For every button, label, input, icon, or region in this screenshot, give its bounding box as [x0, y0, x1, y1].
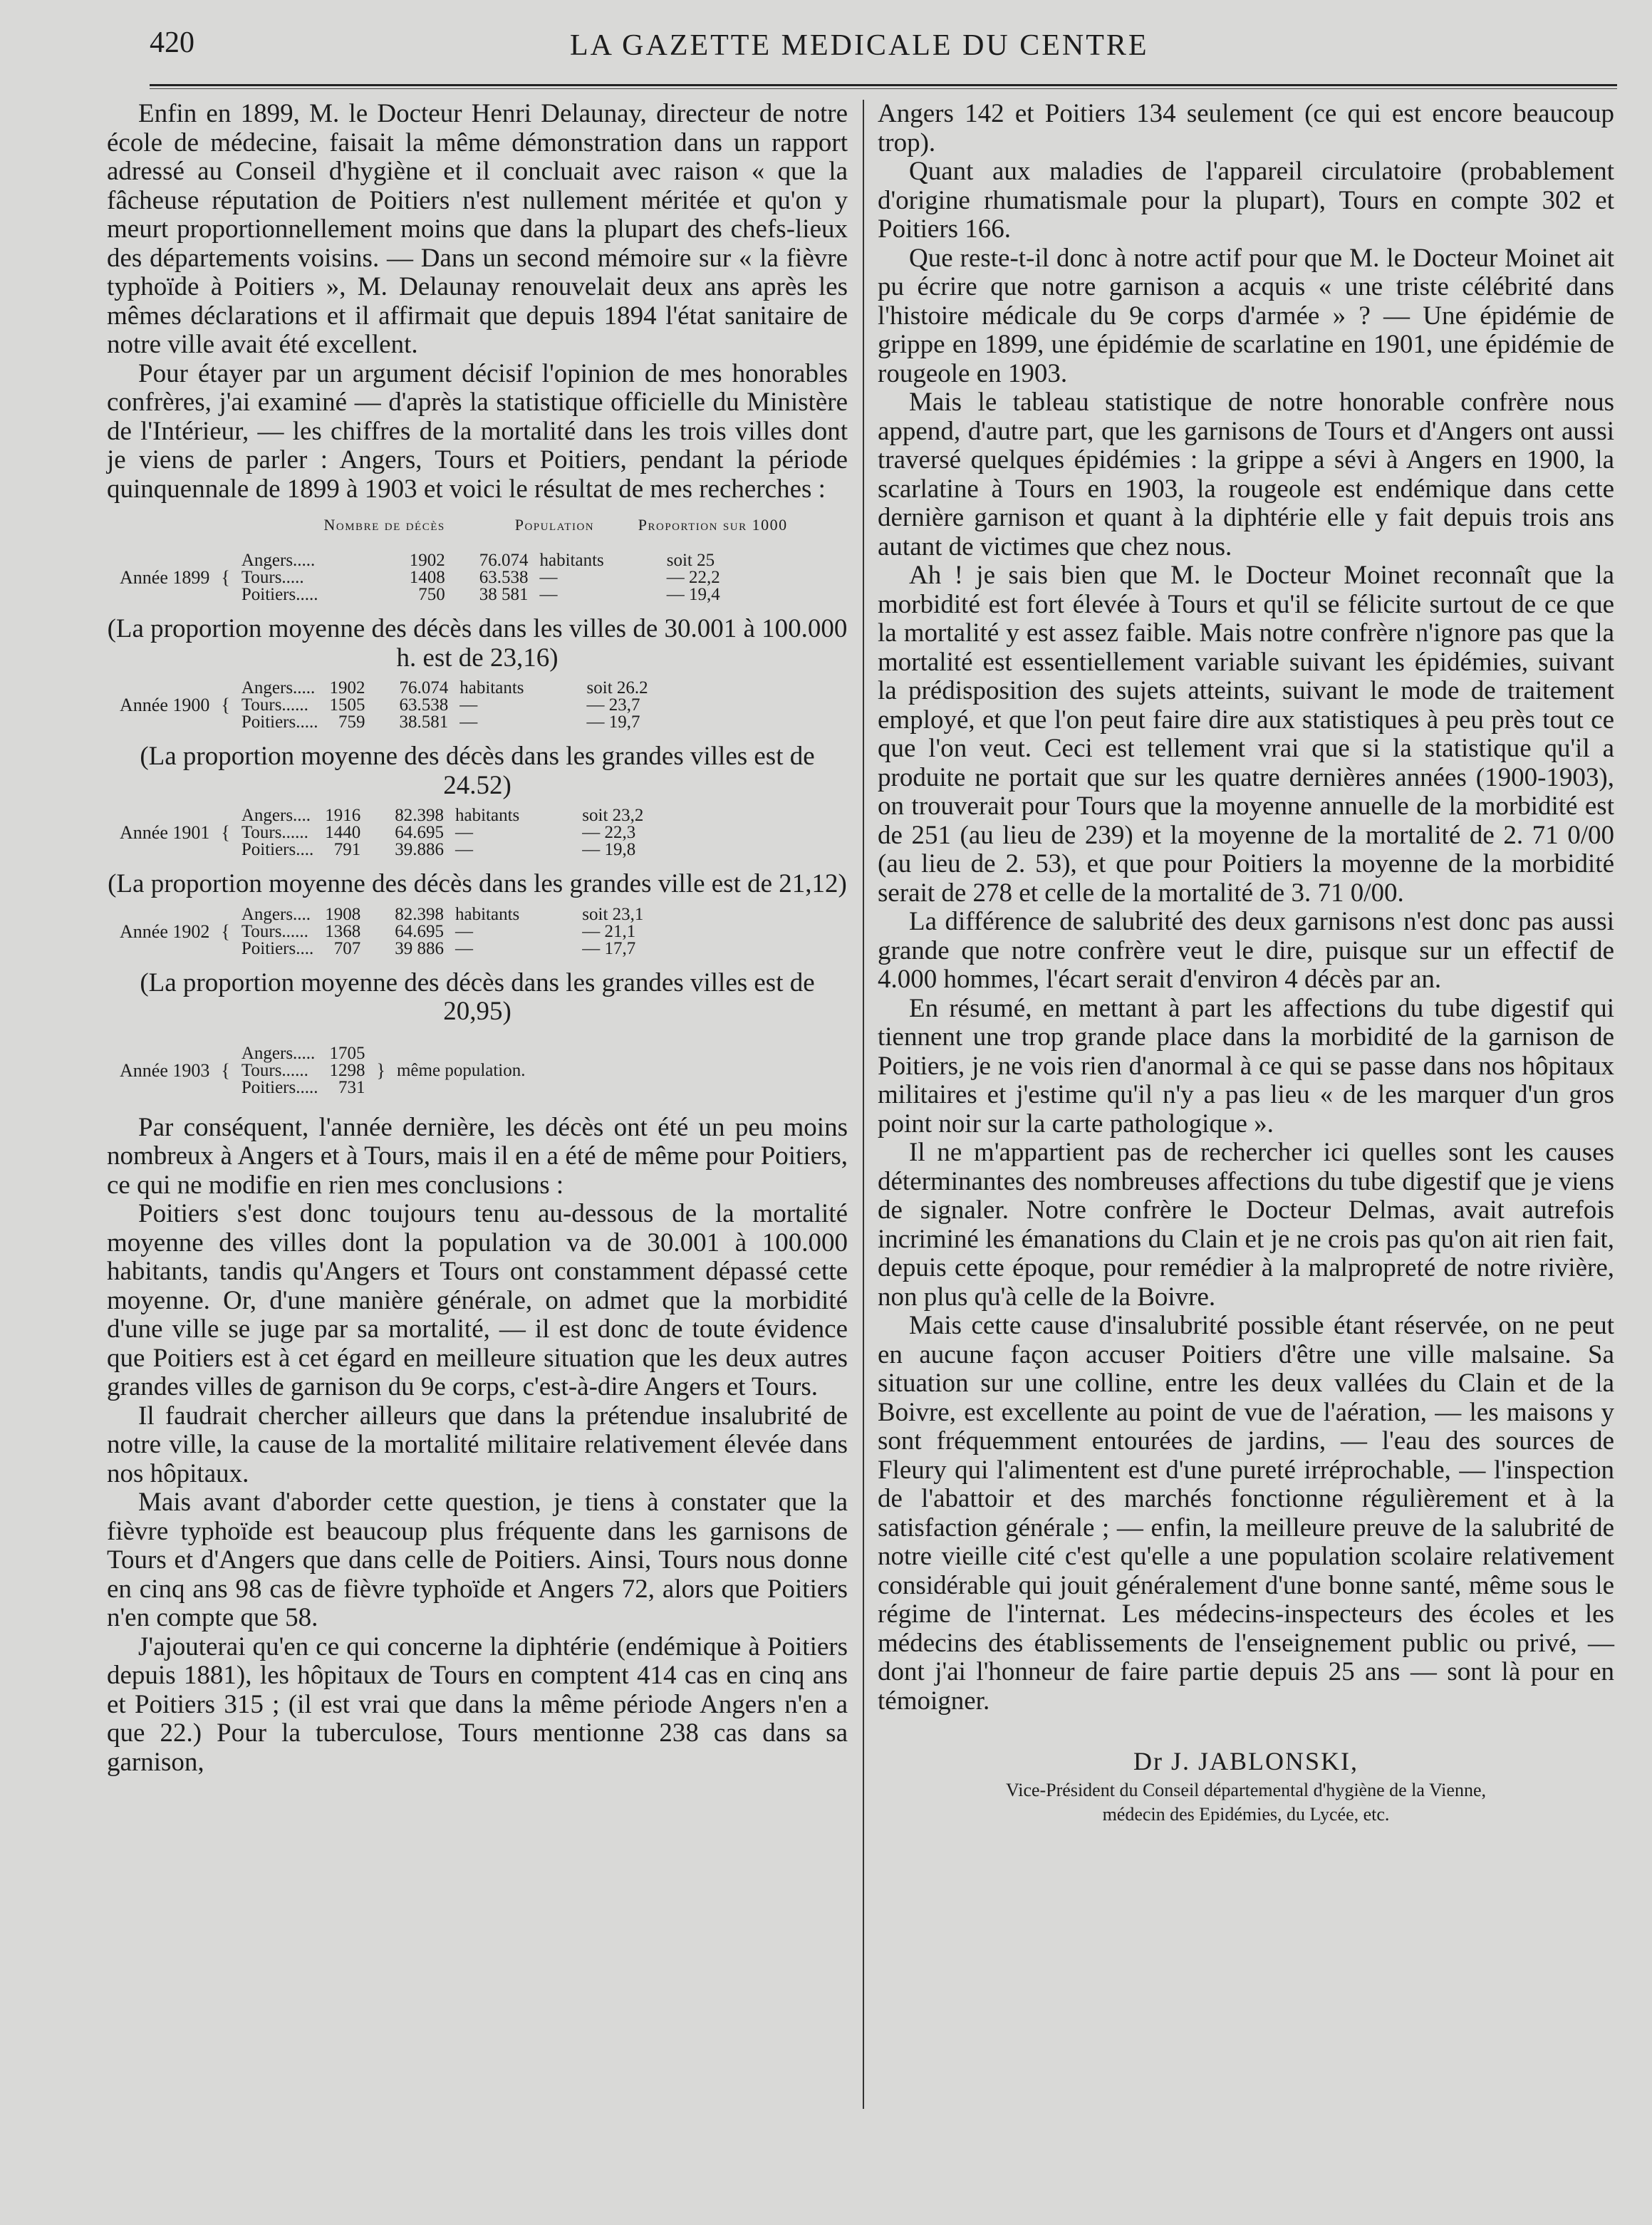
- column-divider: [863, 100, 864, 2109]
- header-rule-thin: [150, 88, 1617, 89]
- ratio: — 19,8: [582, 840, 636, 859]
- mortality-table-1900: [114, 680, 654, 731]
- population: 82.398: [395, 806, 444, 825]
- table-row: [114, 552, 794, 569]
- paragraph: Angers 142 et Poitiers 134 seulement (ce qui est encore beaucoup trop).: [878, 99, 1614, 157]
- ratio: — 17,7: [582, 938, 636, 958]
- ratio: — 19,4: [666, 585, 720, 604]
- deaths: 1902: [329, 678, 365, 697]
- page-header: [150, 23, 1617, 66]
- deaths: 1705: [329, 1043, 365, 1063]
- ratio: — 22,2: [666, 568, 720, 587]
- author-title: Vice-Président du Conseil départemental d'hygiène de la Vienne,: [1006, 1779, 1486, 1800]
- population: 38 581: [479, 585, 529, 604]
- deaths: 1908: [325, 904, 361, 924]
- paragraph: Par conséquent, l'année dernière, les décès ont été un peu moins nombreux à Angers et à Tours, mais il en a été de même pour Poitiers, ce qui ne modifie en rien mes conclusions :: [107, 1112, 848, 1200]
- paragraph: Mais le tableau statistique de notre honorable confrère nous append, d'autre part, que les garnisons de Tours et d'Angers ont aussi traversé quelques épidémies : la grippe a sévi à Angers en 1900, la scarlatine à Tours en 1903, la rougeole est endémique dans cette dernière garnison et quant à la diphtérie elle y fait depuis trois ans autant de victimes que chez nous.: [878, 388, 1614, 561]
- table-row: [114, 680, 654, 697]
- mortality-table-1901: [114, 807, 649, 859]
- ratio: — 21,1: [582, 921, 636, 941]
- unit: habitants: [539, 551, 604, 570]
- ratio: soit 23,2: [582, 806, 644, 825]
- paragraph: La différence de salubrité des deux garnisons n'est donc pas aussi grande que notre confrère veut le dire, puisque sur un effectif de 4.000 hommes, l'écart serait d'environ 4 décès par an.: [878, 907, 1614, 994]
- population: 63.538: [479, 568, 529, 587]
- header-rule: [150, 84, 1617, 86]
- year-label: Année 1901: [120, 822, 210, 843]
- population: 82.398: [395, 904, 444, 924]
- table-note: (La proportion moyenne des décès dans les grandes villes est de 24.52): [140, 742, 815, 800]
- brace: {: [221, 567, 230, 588]
- population: 38.581: [399, 712, 449, 732]
- ratio: soit 26.2: [586, 678, 648, 697]
- unit: —: [455, 823, 473, 842]
- header-proportion: Proportion sur 1000: [638, 516, 788, 534]
- paragraph: En résumé, en mettant à part les affections du tube digestif qui tiennent une trop grande place dans la morbidité de la garnison de Poitiers, je ne vois rien d'anormal à ce qui se passe dans nos hôpitaux militaires et j'estime qu'il n'y a pas lieu « de les marquer d'un gros point noir sur la carte pathologique ».: [878, 993, 1614, 1139]
- deaths: 1440: [325, 823, 361, 842]
- table-row: [114, 906, 649, 923]
- same-population-label: même population.: [396, 1060, 526, 1080]
- city: Angers.....: [241, 1043, 316, 1063]
- table-note: (La proportion moyenne des décès dans les villes de 30.001 à 100.000 h. est de 23,16): [107, 614, 848, 673]
- paragraph: Ah ! je sais bien que M. le Docteur Moinet reconnaît que la morbidité est fort élevée à Tours et qu'il se félicite surtout de ce que la mortalité y est assez faible. Mais notre confrère n'ignore pas que la mortalité est essentiellement variable suivant les épidémies, suivant la prédisposition des sujets atteints, suivant le mode de traitement employé, et que l'on peut faire dire aux statistiques à peu près tout ce que l'on veut. Ceci est tellement vrai que si la statistique qu'il a produite ne portait que sur les quatre dernières années (1900-1903), on trouverait pour Tours que la moyenne annuelle de la morbidité est de 251 (au lieu de 239) et la moyenne de la mortalité de 2. 71 0/00 (au lieu de 2. 53), et que pour Poitiers la moyenne de la morbidité serait de 278 et celle de la mortalité de 3. 71 0/00.: [878, 561, 1614, 908]
- population: 76.074: [479, 551, 529, 570]
- deaths: 1368: [325, 921, 361, 941]
- unit: —: [539, 585, 558, 604]
- city: Angers....: [241, 806, 311, 825]
- ratio: soit 23,1: [582, 904, 644, 924]
- city: Angers.....: [241, 551, 316, 570]
- unit: —: [459, 695, 478, 715]
- city: Tours......: [241, 1060, 308, 1080]
- brace: {: [221, 1059, 230, 1081]
- paragraph: Il faudrait chercher ailleurs que dans la prétendue insalubrité de notre ville, la cause de la mortalité militaire relativement élevée dans nos hôpitaux.: [107, 1401, 848, 1488]
- deaths: 750: [418, 585, 445, 604]
- unit: habitants: [459, 678, 524, 697]
- paragraph: Pour étayer par un argument décisif l'opinion de mes honorables confrères, j'ai examiné — d'après la statistique officielle du Ministère de l'Intérieur, — les chiffres de la mortalité dans les trois villes dont je viens de parler : Angers, Tours et Poitiers, pendant la période quinquennale de 1899 à 1903 et voici le résultat de mes recherches :: [107, 358, 848, 504]
- table-header-row: [114, 511, 794, 552]
- table-note: (La proportion moyenne des décès dans les grandes villes est de 20,95): [140, 968, 815, 1026]
- unit: —: [455, 938, 473, 958]
- author-signature: Dr J. JABLONSKI,: [1133, 1747, 1359, 1775]
- unit: —: [455, 921, 473, 941]
- year-label: Année 1903: [120, 1059, 210, 1081]
- right-column: [878, 100, 1614, 1825]
- city: Angers....: [241, 904, 311, 924]
- population: 76.074: [399, 678, 449, 697]
- deaths: 1916: [325, 806, 361, 825]
- population: 63.538: [399, 695, 449, 715]
- city: Angers.....: [241, 678, 316, 697]
- paragraph: Mais cette cause d'insalubrité possible étant réservée, on ne peut en aucune façon accuser Poitiers d'être une ville malsaine. Sa situation sur une colline, entre les deux vallées du Clain et de la Boivre, est excellente au point de vue de l'aération, — les maisons y sont fréquemment entourées de jardins, — l'eau des sources de Fleury qui l'alimentent est d'une pureté irréprochable, — l'inspection de l'abattoir et des marchés fonctionne régulièrement et à la satisfaction générale ; — enfin, la meilleure preuve de la salubrité de notre vieille cité c'est qu'elle a une population scolaire relativement considérable qui jouit généralement d'une bonne santé, même sous le régime de l'internat. Les médecins-inspecteurs des écoles et les médecins des établissements de l'enseignement public ou privé, — dont j'ai l'honneur de faire partie depuis 25 ans — sont là pour en témoigner.: [878, 1311, 1614, 1716]
- brace: {: [221, 920, 230, 942]
- deaths: 1505: [329, 695, 365, 715]
- city: Tours......: [241, 695, 308, 715]
- paragraph: Quant aux maladies de l'appareil circulatoire (probablement d'origine rhumatismale pour la plupart), Tours en compte 302 et Poitiers 166.: [878, 157, 1614, 244]
- city: Poitiers.....: [241, 1077, 318, 1097]
- table-row: [114, 807, 649, 824]
- mortality-table-1899: [114, 511, 794, 603]
- deaths: 731: [338, 1077, 365, 1097]
- city: Poitiers.....: [241, 712, 318, 732]
- city: Tours......: [241, 921, 308, 941]
- city: Poitiers.....: [241, 585, 318, 604]
- deaths: 1408: [409, 568, 445, 587]
- paragraph: Mais avant d'aborder cette question, je tiens à constater que la fièvre typhoïde est beaucoup plus fréquente dans les garnisons de Tours et d'Angers que dans celle de Poitiers. Ainsi, Tours nous donne en cinq ans 98 cas de fièvre typhoïde et Angers 72, alors que Poitiers n'en compte que 58.: [107, 1488, 848, 1632]
- table-note: (La proportion moyenne des décès dans les grandes ville est de 21,12): [108, 869, 847, 898]
- unit: habitants: [455, 806, 520, 825]
- unit: habitants: [455, 904, 520, 924]
- paragraph: J'ajouterai qu'en ce qui concerne la diphtérie (endémique à Poitiers depuis 1881), les hôpitaux de Tours en comptent 414 cas en cinq ans et Poitiers 315 ; (il est vrai que dans la même période Angers n'en a que 22.) Pour la tuberculose, Tours mentionne 238 cas dans sa garnison,: [107, 1632, 848, 1777]
- year-label: Année 1902: [120, 920, 210, 942]
- deaths: 707: [333, 938, 361, 958]
- deaths: 1298: [329, 1060, 365, 1080]
- population: 64.695: [395, 823, 444, 842]
- city: Poitiers....: [241, 938, 314, 958]
- year-label: Année 1899: [120, 567, 210, 588]
- ratio: soit 25: [666, 551, 715, 570]
- paragraph: Que reste-t-il donc à notre actif pour que M. le Docteur Moinet ait pu écrire que notre garnison a acquis « une triste célébrité dans l'histoire médicale du 9e corps d'armée » ? — Une épidémie de grippe en 1899, une épidémie de scarlatine en 1901, une épidémie de rougeole en 1903.: [878, 243, 1614, 388]
- deaths: 791: [333, 840, 361, 859]
- ratio: — 22,3: [582, 823, 636, 842]
- ratio: — 23,7: [586, 695, 640, 715]
- brace: {: [221, 822, 230, 843]
- unit: —: [539, 568, 558, 587]
- population: 39 886: [395, 938, 444, 958]
- city: Tours.....: [241, 568, 304, 587]
- table-row: [114, 1045, 531, 1062]
- mortality-table-1902: [114, 906, 649, 958]
- author-title-2: médecin des Epidémies, du Lycée, etc.: [1102, 1803, 1390, 1825]
- paragraph: Il ne m'appartient pas de rechercher ici quelles sont les causes déterminantes des nombreuses affections du tube digestif que je viens de signaler. Notre confrère le Docteur Delmas, avait autrefois incriminé les émanations du Clain et je ne crois pas qu'on ait rien fait, depuis cette époque, pour remédier à la malpropreté de notre rivière, non plus qu'à celle de la Boivre.: [878, 1138, 1614, 1312]
- city: Tours......: [241, 823, 308, 842]
- brace-close: }: [376, 1059, 385, 1081]
- year-label: Année 1900: [120, 695, 210, 715]
- journal-title: LA GAZETTE MEDICALE DU CENTRE: [570, 29, 1149, 62]
- deaths: 759: [338, 712, 365, 732]
- mortality-table-1903: [114, 1045, 531, 1096]
- city: Poitiers....: [241, 840, 314, 859]
- population: 39.886: [395, 840, 444, 859]
- deaths: 1902: [409, 551, 445, 570]
- population: 64.695: [395, 921, 444, 941]
- header-deaths: Nombre de décès: [323, 516, 445, 534]
- ratio: — 19,7: [586, 712, 640, 732]
- brace: {: [221, 695, 230, 715]
- paragraph: Poitiers s'est donc toujours tenu au-dessous de la mortalité moyenne des villes dont la population va de 30.001 à 100.000 habitants, tandis qu'Angers et Tours ont constamment dépassé cette moyenne. Or, d'une manière générale, on admet que la morbidité d'une ville se juge par sa mortalité, — il est donc de toute évidence que Poitiers est à cet égard en meilleure situation que les deux autres grandes villes de garnison du 9e corps, c'est-à-dire Angers et Tours.: [107, 1199, 848, 1401]
- header-population: Population: [514, 516, 595, 534]
- unit: —: [455, 840, 473, 859]
- unit: —: [459, 712, 478, 732]
- page-number: 420: [150, 26, 194, 59]
- left-column: [107, 100, 848, 1777]
- paragraph: Enfin en 1899, M. le Docteur Henri Delaunay, directeur de notre école de médecine, faisait la même démonstration dans un rapport adressé au Conseil d'hygiène et il concluait avec raison « que la fâcheuse réputation de Poitiers n'est nullement méritée et qu'on y meurt proportionnellement moins que dans la plupart des chefs-lieux des départements voisins. — Dans un second mémoire sur « la fièvre typhoïde à Poitiers », M. Delaunay renouvelait deux ans après les mêmes déclarations et il affirmait que depuis 1894 l'état sanitaire de notre ville avait été excellent.: [107, 99, 848, 359]
